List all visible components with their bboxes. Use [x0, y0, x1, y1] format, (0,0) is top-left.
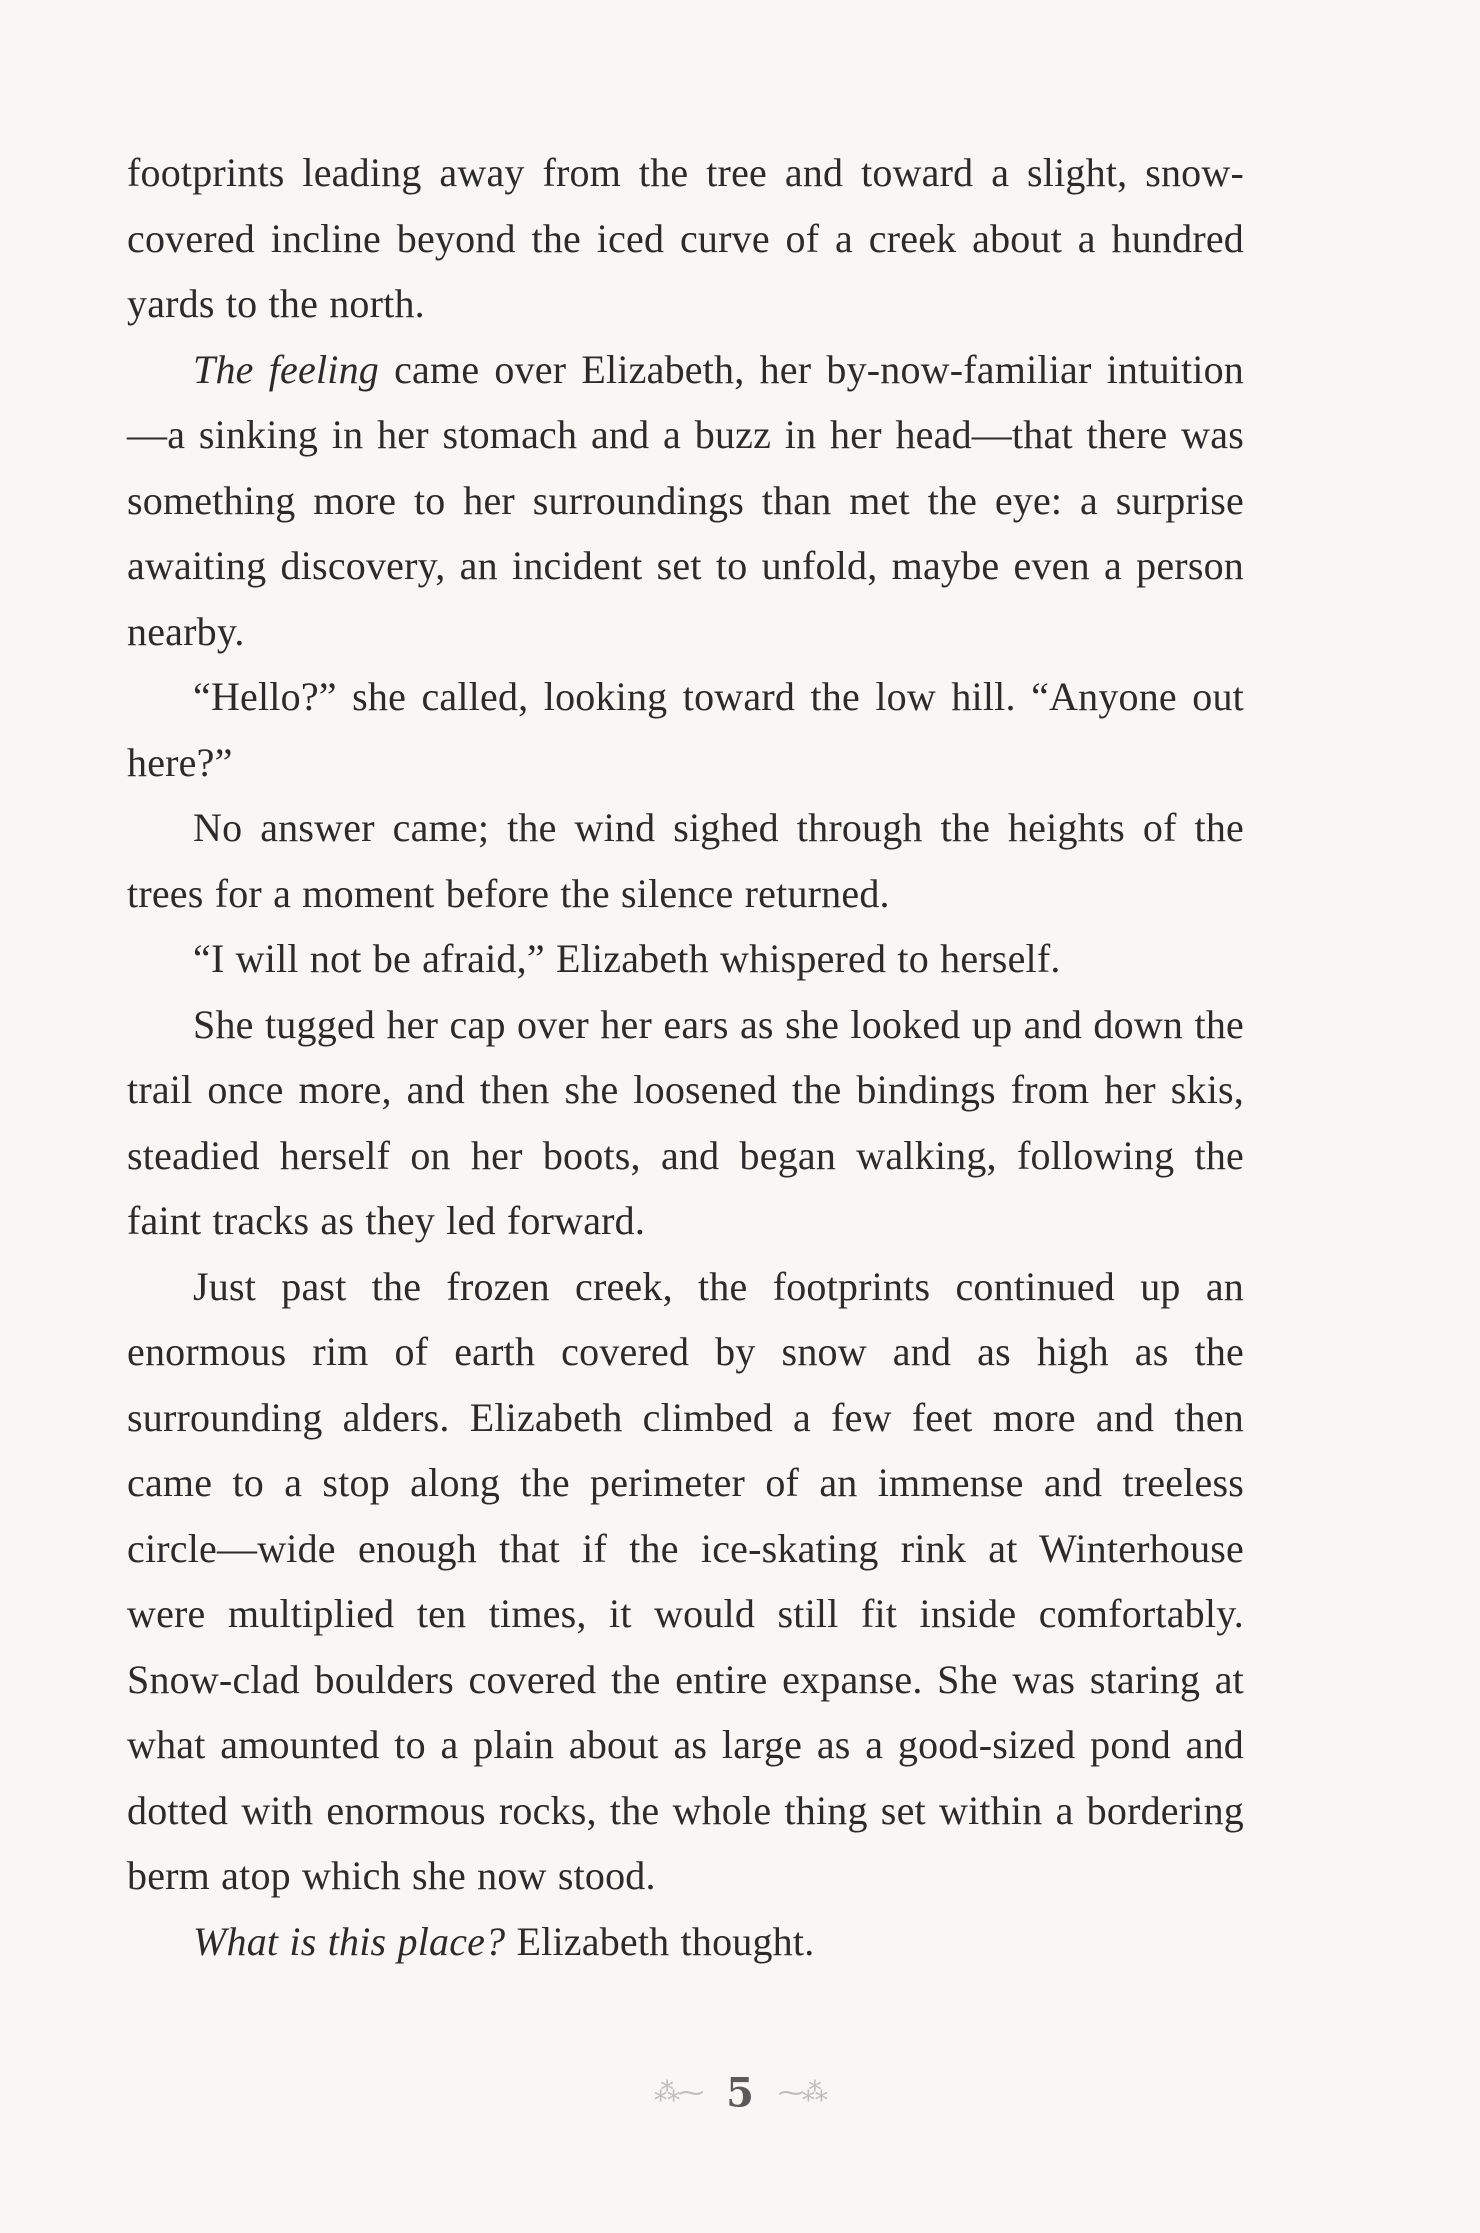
text-run: “Hello?” she called, looking toward the low hill. “Anyone out here?” — [127, 674, 1244, 785]
italic-text-run: What is this place? — [193, 1918, 506, 1964]
text-run: came over Elizabeth, her by-now-familiar intuition—a sinking in her stomach and a buzz in her head—that there was something more to her surroundings than met the eye: a surprise awaiting discovery, an incident set to unfold, maybe even a person nearby. — [127, 346, 1244, 654]
paragraph-3 — [127, 664, 1244, 795]
text-run: Elizabeth thought. — [505, 1918, 815, 1964]
page-number: 5 — [726, 2069, 754, 2117]
page-folio — [0, 2065, 1480, 2116]
folio-ornament-left-icon: ⁂⁓ — [654, 2077, 703, 2107]
paragraph-1 — [127, 140, 1244, 337]
italic-text-run: The feeling — [193, 346, 379, 392]
paragraph-6 — [127, 992, 1244, 1254]
text-run: Just past the frozen creek, the footprints continued up an enormous rim of earth covered by snow and as high as the surrounding alders. Elizabeth climbed a few feet more and then came to a stop along the perimeter of an immense and treeless circle—wide enough that if the ice-skating rink at Winterhouse were multiplied ten times, it would still fit inside comfortably. Snow-clad boulders covered the entire expanse. She was staring at what amounted to a plain about as large as a good-sized pond and dotted with enormous rocks, the whole thing set within a bordering berm atop which she now stood. — [127, 1263, 1244, 1898]
text-run: She tugged her cap over her ears as she looked up and down the trail once more, and then she loosened the bindings from her skis, steadied herself on her boots, and began walking, following the faint tracks as they led forward. — [127, 1001, 1244, 1243]
paragraph-7 — [127, 1254, 1244, 1909]
text-run: footprints leading away from the tree and toward a slight, snow-covered incline beyond the iced curve of a creek about a hundred yards to the north. — [127, 150, 1244, 326]
text-run: No answer came; the wind sighed through the heights of the trees for a moment before the silence returned. — [127, 805, 1244, 916]
paragraph-8 — [127, 1909, 1244, 1975]
body-text — [127, 140, 1244, 1974]
paragraph-2 — [127, 337, 1244, 665]
folio-ornament-right-icon: ⁓⁂ — [777, 2077, 826, 2107]
paragraph-5 — [127, 926, 1244, 992]
text-run: “I will not be afraid,” Elizabeth whispered to herself. — [193, 936, 1061, 981]
paragraph-4 — [127, 795, 1244, 926]
